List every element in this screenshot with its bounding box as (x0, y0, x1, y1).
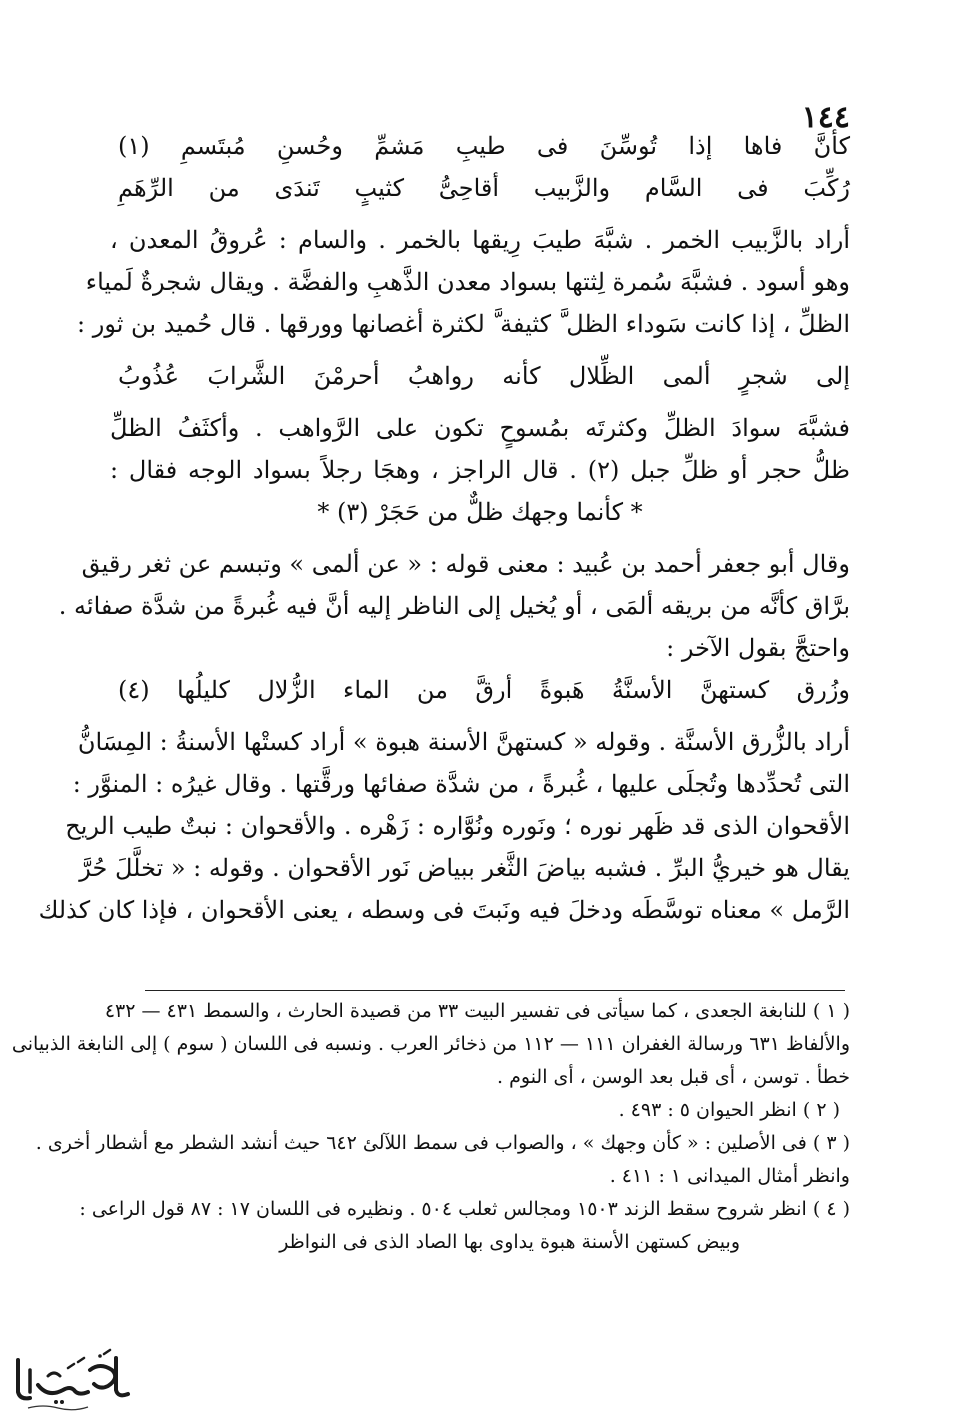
page-number: ١٤٤ (801, 100, 850, 135)
footnote-line: خطأ . توسن ، أى قبل بعد الوسن ، أى النوم . (497, 1066, 850, 1088)
verse-line: وزُرق كستهنَّ الأسنَّةُ هَبوةً أرقَّ من الماء الزُّلال كليلُها (٤) (118, 676, 850, 704)
verse-line: إلى شجرٍ ألمى الظِّلال كأنه رواهبُ أحرمْنَ الشَّرابَ عُذُوبُ (118, 362, 850, 390)
prose-line: ظلُّ حجر أو ظلِّ جبل (٢) . قال الراجز ، وهجَا رجلاً بسواد الوجه فقال : (110, 456, 850, 484)
footnotes (11, 995, 850, 1259)
footnote-line: وانظر أمثال الميدانى ١ : ٤١١ . (609, 1165, 850, 1187)
prose-line: التى تُحدِّدها وتُجلَى عليها ، غُبرةً ، من شدَّة صفائها ورقَّتها . وقال غيرُه : المنوَّر : (72, 770, 850, 798)
prose-line: وهو أسود . فشبَّهَ سُمرة لِثتها بسواد معدن الذَّهبِ والفضَّة . ويقال شجرةٌ لَمياء (85, 268, 850, 296)
prose-line: وقال أبو جعفر أحمد بن عُبيد : معنى قوله : « عن ألمى » وتبسم عن ثغر رقيق (81, 550, 850, 578)
footnote-line: والألفاظ ٦٣١ ورسالة الغفران ١١١ — ١١٢ من ذخائر العرب . ونسبه فى اللسان ( سوم ) إلى النابغة الذبيانى (11, 1033, 850, 1055)
footnote-line: ( ٤ ) انظر شروح سقط الزند ١٥٠٣ ومجالس ثعلب ٥٠٤ . ونظيره فى اللسان ١٧ : ٨٧ قول الراعى : (79, 1198, 850, 1220)
verse-line: رُكِّبَ فى السَّام والزَّبيب أقاحِىُّ كثيبٍ تَندَى من الرِّهَمِ (118, 174, 850, 202)
rajaz-verse-line: * كأنما وجهك ظلٌّ من حَجَرْ (٣) * (317, 498, 643, 526)
prose-line: الرَّمل » معناه توسَّطَه ودخلَ فيه ونَبتَ فى وسطه ، يعنى الأقحوان ، فإذا كان كذلك (38, 896, 850, 924)
prose-line: أراد بالزُّرق الأسنَّة . وقوله « كستهنَّ الأسنة هبوة » أراد كستْها الأسنةُ : المِسَانُّ (77, 728, 850, 756)
footnote-verse-line: وبيض كستهن الأسنة هبوة يداوى بها الصاد الذى فى النواظر (279, 1231, 740, 1253)
prose-line: أراد بالزَّبيب الخمر . شبَّهَ طيبَ رِيقها بالخمر . والسام : عُروقُ المعدن ، (110, 226, 850, 254)
prose-line: الظلِّ ، إذا كانت سَوداء الظل َّ كثيفة َّ لكثرة أغصانها وورقها . قال حُميد بن ثور : (77, 310, 850, 338)
footnote-divider (145, 990, 845, 991)
footnote-line: ( ١ ) للنابغة الجعدى ، كما سيأتى فى تفسير البيت ٣٣ من قصيدة الحارث ، والسمط ٤٣١ — ٤٣٢ (104, 1000, 850, 1022)
prose-line: فشبَّهَ سوادَ الظلِّ وكثرتَه بمُسوحٍ تكون على الرَّواهب . وأكثَفُ الظلِّ (110, 414, 850, 442)
footnote-line: ( ٣ ) فى الأصلين : « كأن وجهك » ، والصواب فى سمط اللآلئ ٦٤٢ حيث أنشد الشطر مع أشطار أخرى . (35, 1132, 850, 1154)
calligraphy-logo (8, 1340, 138, 1415)
body-text (38, 125, 850, 931)
verse-line: كأنَّ فاها إذا تُوسِّنَ فى طيبِ مَشمِّ وحُسنِ مُبتَسمِ (١) (118, 132, 850, 160)
prose-line: برَّاق كأنَّه من بريقه ألمَى ، أو يُخيل إلى الناظر إليه أنَّ فيه غُبرةً من شدَّة صفائه . (58, 592, 850, 620)
prose-line: يقال هو خيريُّ البرِّ . فشبه بياضَ الثَّغر ببياض نَور الأقحوان . وقوله : « تخلَّلَ حُرَّ (79, 854, 850, 882)
prose-line: الأقحوان الذى قد ظَهر نوره ؛ ونَوره ونُوَّاره : زَهْره . والأقحوان : نبتٌ طيب الريح (65, 812, 850, 840)
footnote-line: ( ٢ ) انظر الحيوان ٥ : ٤٩٣ . (618, 1099, 840, 1121)
prose-line: واحتجَّ بقول الآخر : (666, 634, 850, 662)
